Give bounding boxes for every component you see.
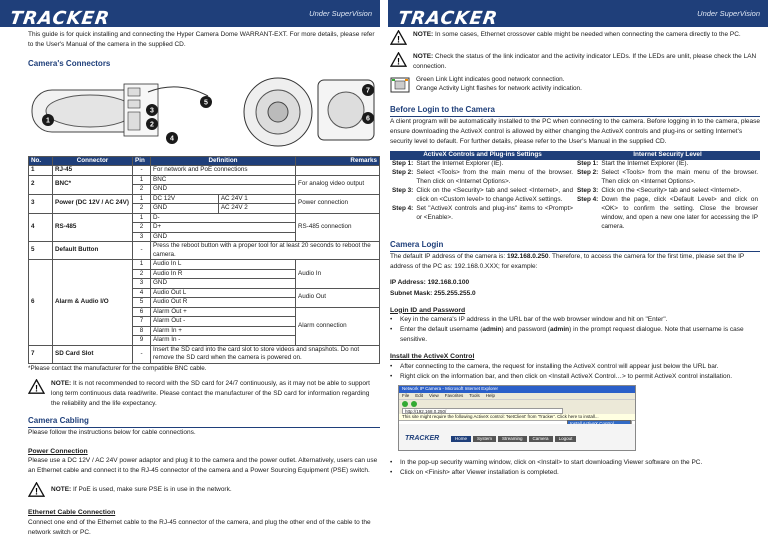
- right-column: [390, 27, 760, 478]
- cell-pin: 4: [133, 288, 151, 298]
- col-remarks: Remarks: [296, 156, 380, 166]
- right-header: [388, 0, 768, 27]
- cell-no: 2: [29, 175, 53, 194]
- page-nav-tab[interactable]: Home: [451, 436, 471, 442]
- ie-menu-item[interactable]: View: [429, 393, 439, 399]
- security-steps: [575, 160, 760, 232]
- cell-definition: Alarm Out +: [151, 307, 296, 317]
- activex-column-header: ActiveX Controls and Plug-ins Settings: [390, 151, 575, 160]
- cell-no: 7: [29, 345, 53, 363]
- cell-definition: DC 12V: [151, 194, 219, 204]
- section-title-before-login: Before Login to the Camera: [390, 104, 760, 117]
- callout-6-label: 6: [366, 115, 370, 123]
- svg-text:!: !: [396, 34, 401, 45]
- cell-pin: 5: [133, 298, 151, 308]
- activex-install-title: Install the ActiveX Control: [390, 353, 475, 361]
- cell-pin: -: [133, 345, 151, 363]
- cell-pin: 2: [133, 223, 151, 233]
- note-poe: [28, 482, 380, 497]
- cell-connector: BNC*: [53, 175, 133, 194]
- svg-text:!: !: [396, 56, 401, 67]
- tracker-logo: TRACKER: [8, 8, 112, 29]
- list-item: • After connecting to the camera, the request for installing the ActiveX control will appear just below the URL bar.: [390, 362, 719, 370]
- led-green-text: Green Link Light indicates good network connection.: [416, 76, 565, 84]
- note-sd-text: It is not recommended to record with the SD card for 24/7 continuously, as it may not be able to support long term continuous data read/write. Please contact the manufacturer of the SD card for information regarding the reliability and the life expectancy.: [51, 380, 370, 408]
- connectors-table: [28, 156, 380, 364]
- cell-no: 4: [29, 213, 53, 242]
- warning-icon: [28, 379, 45, 394]
- table-row: [29, 260, 380, 270]
- cell-connector: Alarm & Audio I/O: [53, 260, 133, 346]
- cell-connector: SD Card Slot: [53, 345, 133, 363]
- page-nav: [451, 436, 576, 442]
- page-nav-tab[interactable]: Camera: [529, 436, 553, 442]
- note-sd-card: [28, 379, 380, 409]
- col-connector: Connector: [53, 156, 133, 166]
- cell-definition: Press the reboot button with a proper tool for at least 20 seconds to reboot the camera.: [151, 242, 380, 260]
- cell-definition: Audio Out L: [151, 288, 296, 298]
- callout-5-label: 5: [204, 99, 208, 107]
- cell-pin: 6: [133, 307, 151, 317]
- page-tracker-logo: TRACKER: [405, 435, 440, 443]
- note-label: NOTE:: [51, 380, 72, 388]
- cell-pin: 9: [133, 336, 151, 346]
- table-row: [29, 345, 380, 363]
- cell-remarks: Alarm connection: [296, 307, 380, 345]
- cell-pin: 2: [133, 185, 151, 195]
- cell-definition: GND: [151, 232, 296, 242]
- cell-pin: -: [133, 242, 151, 260]
- cell-definition-ac: AC 24V 2: [218, 204, 295, 214]
- callout-4-label: 4: [170, 135, 174, 143]
- cell-no: 6: [29, 260, 53, 346]
- ie-information-bar[interactable]: This site might require the following ActiveX control: 'NetClient' from 'Tracker'. Click here to install...: [399, 414, 635, 421]
- ie-menu-item[interactable]: File: [402, 393, 410, 399]
- bnc-footnote: *Please contact the manufacturer for the compatible BNC cable.: [28, 364, 207, 372]
- ie-toolbar: [399, 399, 635, 407]
- ie-titlebar: Network IP Camera - Microsoft Internet Explorer: [399, 386, 635, 393]
- login-password-title: Login ID and Password: [390, 306, 466, 314]
- cell-definition: Insert the SD card into the card slot to store videos and snapshots. Do not remove the SD card when the camera is powered on.: [151, 345, 380, 363]
- step-item: Step 4: Set "ActiveX controls and plug-ins" items to <Prompt> or <Enable>.: [392, 205, 573, 222]
- cell-definition: BNC: [151, 175, 296, 185]
- activex-steps: [390, 160, 575, 232]
- ie-menu-item[interactable]: Edit: [415, 393, 424, 399]
- note-label: NOTE:: [51, 485, 72, 493]
- before-login-text: A client program will be automatically installed to the PC when connecting to the camera. Before logging in to the camera, please ensure downloading the ActiveX control is allowed by either changing the ActiveX controls and plug-ins or setting Internet's security level to default. For further details, please refer to the User's Manual in the supplied CD.: [390, 118, 760, 146]
- list-item: • Key in the camera's IP address in the URL bar of the web browser window and hit on "Enter".: [390, 316, 668, 324]
- cell-definition: Alarm In +: [151, 326, 296, 336]
- step-item: Step 2: Select <Tools> from the main menu of the browser. Then click on <Internet Options>.: [577, 169, 758, 186]
- cell-no: 1: [29, 166, 53, 176]
- cell-definition-ac: AC 24V 1: [218, 194, 295, 204]
- cell-pin: 7: [133, 317, 151, 327]
- ie-menu-item[interactable]: Help: [485, 393, 496, 399]
- cell-pin: -: [133, 166, 151, 176]
- left-header: [0, 0, 380, 27]
- power-connection-text: Please use a DC 12V / AC 24V power adaptor and plug it to the camera and the power outlet. Alternatively, users can use an Ethernet cable and connect it to the RJ-45 connector of the camera and a Power Sourcing Equipment (PSE) switch.: [28, 457, 378, 475]
- cell-definition: GND: [151, 279, 296, 289]
- note-crossover-text: In some cases, Ethernet crossover cable might be needed when connecting the camera directly to the PC.: [435, 31, 741, 38]
- camera-connectors-diagram: [28, 72, 380, 150]
- callout-2-label: 2: [150, 121, 154, 129]
- led-legend: [390, 76, 760, 94]
- cell-pin: 8: [133, 326, 151, 336]
- list-item: • Click on <Finish> after Viewer installation is completed.: [390, 469, 559, 477]
- cell-pin: 3: [133, 279, 151, 289]
- warning-icon: [390, 52, 407, 67]
- ie-settings-table: [390, 151, 760, 232]
- cell-connector: RS-485: [53, 213, 133, 242]
- callout-3-label: 3: [150, 107, 154, 115]
- header-tagline: Under SuperVision: [697, 9, 760, 18]
- warning-icon: [390, 30, 407, 45]
- cell-definition: For network and PoE connections: [151, 166, 296, 176]
- ie-menu-item[interactable]: Favorites: [444, 393, 464, 399]
- cell-connector: RJ-45: [53, 166, 133, 176]
- list-item: • In the pop-up security warning window, click on <Install> to start downloading Viewer software on the PC.: [390, 459, 703, 467]
- page-nav-tab[interactable]: System: [473, 436, 496, 442]
- callout-1-label: 1: [46, 117, 50, 125]
- cell-remarks: Audio In: [296, 260, 380, 289]
- page-nav-tab[interactable]: Logout: [555, 436, 577, 442]
- cell-definition: Audio In L: [151, 260, 296, 270]
- list-item: • Right click on the information bar, and then click on <Install ActiveX Control…> to permit ActiveX control installation.: [390, 372, 733, 380]
- step-item: Step 2: Select <Tools> from the main menu of the browser. Then click on <Internet Options>.: [392, 169, 573, 186]
- note-label: NOTE:: [413, 53, 434, 60]
- note-led-text: Check the status of the link indicator and the activity indicator LEDs. If the LEDs are unlit, please check the LAN connection.: [413, 53, 757, 71]
- step-item: Step 4: Down the page, click <Default Level> and click on <OK> to confirm the setting. Close the browser window, and open a new one later for accessing the IP camera.: [577, 196, 758, 231]
- table-row: [29, 213, 380, 223]
- section-title-camera-login: Camera Login: [390, 239, 760, 252]
- ie-screenshot: [398, 385, 636, 451]
- cell-definition: Alarm In -: [151, 336, 296, 346]
- table-row: [29, 166, 380, 176]
- ethernet-connection-text: Connect one end of the Ethernet cable to the RJ-45 connector of the camera, and plug the other end of the cable to the network switch or PC.: [28, 518, 371, 536]
- connectors-table-body: [29, 166, 380, 364]
- cell-definition: Alarm Out -: [151, 317, 296, 327]
- table-row: [29, 175, 380, 185]
- cell-connector: Default Button: [53, 242, 133, 260]
- intro-text: This guide is for quick installing and connecting the Hyper Camera Dome WARRANT-EXT. For more details, please refer to the User's Manual of the camera in the supplied CD.: [28, 31, 375, 49]
- cell-connector: Power (DC 12V / AC 24V): [53, 194, 133, 213]
- cell-pin: 1: [133, 213, 151, 223]
- example-mask: Subnet Mask: 255.255.255.0: [390, 289, 476, 297]
- rj45-port-icon: [390, 77, 410, 93]
- cell-remarks: [296, 166, 380, 176]
- table-row: [29, 242, 380, 260]
- cell-definition: GND: [151, 204, 219, 214]
- cell-pin: 1: [133, 260, 151, 270]
- note-crossover: [390, 30, 760, 45]
- tracker-logo: TRACKER: [396, 8, 500, 29]
- page-nav-tab[interactable]: Streaming: [498, 436, 527, 442]
- note-label: NOTE:: [413, 31, 434, 38]
- cell-definition: D-: [151, 213, 296, 223]
- security-column-header: Internet Security Level: [575, 151, 760, 160]
- cell-remarks: Power connection: [296, 194, 380, 213]
- cell-pin: 1: [133, 194, 151, 204]
- cell-remarks: Audio Out: [296, 288, 380, 307]
- list-item: • Enter the default username (admin) and password (admin) in the prompt request dialogue. Note that username is case sensitive.: [390, 325, 744, 343]
- power-connection-title: Power Connection: [28, 447, 88, 455]
- step-item: Step 1: Start the Internet Explorer (IE).: [392, 160, 504, 168]
- cell-remarks: RS-485 connection: [296, 213, 380, 242]
- cell-definition: D+: [151, 223, 296, 233]
- cell-definition: GND: [151, 185, 296, 195]
- svg-text:!: !: [34, 486, 39, 497]
- ethernet-connection-title: Ethernet Cable Connection: [28, 509, 116, 517]
- step-item: Step 1: Start the Internet Explorer (IE).: [577, 160, 689, 168]
- section-title-connectors: Camera's Connectors: [28, 59, 111, 69]
- table-row: [29, 194, 380, 204]
- cell-pin: 1: [133, 175, 151, 185]
- note-poe-text: If PoE is used, make sure PSE is in use in the network.: [73, 485, 232, 493]
- cell-no: 5: [29, 242, 53, 260]
- col-no: No.: [29, 156, 53, 166]
- ie-page-content: [399, 424, 635, 451]
- left-column: [28, 27, 380, 538]
- col-definition: Definition: [151, 156, 296, 166]
- header-tagline: Under SuperVision: [309, 9, 372, 18]
- cell-no: 3: [29, 194, 53, 213]
- cell-pin: 2: [133, 204, 151, 214]
- ie-menu-item[interactable]: Tools: [469, 393, 480, 399]
- col-pin: Pin: [133, 156, 151, 166]
- login-text: The default IP address of the camera is: 192.168.0.250. Therefore, to access the camera for the first time, please set the IP address of the PC as: 192.168.0.XXX; for example:: [390, 253, 745, 271]
- cell-definition: Audio In R: [151, 269, 296, 279]
- ie-address-bar[interactable]: http://192.168.0.250/: [399, 407, 635, 414]
- section-title-cabling: Camera Cabling: [28, 415, 380, 428]
- note-led: [390, 52, 760, 72]
- callout-7-label: 7: [366, 87, 370, 95]
- cell-remarks: For analog video output: [296, 175, 380, 194]
- cell-pin: 2: [133, 269, 151, 279]
- cell-pin: 3: [133, 232, 151, 242]
- warning-icon: [28, 482, 45, 497]
- led-orange-text: Orange Activity Light flashes for network activity indication.: [416, 85, 582, 93]
- svg-text:!: !: [34, 383, 39, 394]
- step-item: Step 3: Click on the <Security> tab and select <Internet>.: [577, 187, 742, 195]
- cabling-text: Please follow the instructions below for cable connections.: [28, 428, 196, 436]
- step-item: Step 3: Click on the <Security> tab and select <Internet>, and click on <Custom level> to change ActiveX settings.: [392, 187, 573, 204]
- example-ip: IP Address: 192.168.0.100: [390, 279, 470, 287]
- cell-definition: Audio Out R: [151, 298, 296, 308]
